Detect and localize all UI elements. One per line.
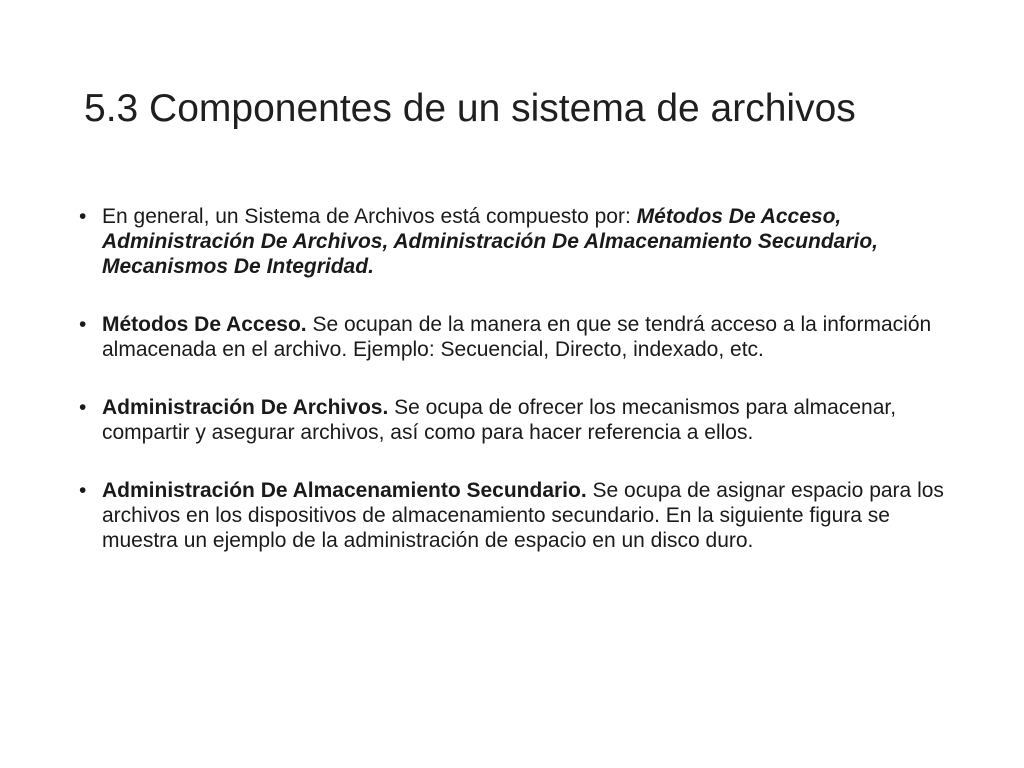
bullet-dot-icon: • <box>79 313 87 336</box>
bullet-dot-icon: • <box>79 479 87 502</box>
bullet-item-administracion-archivos <box>76 395 956 445</box>
bullet-emphasis: Métodos De Acceso, Administración De Archivos, Administración De Almacenamiento Secundario, Mecanismos De Integridad. <box>102 205 879 278</box>
bullet-text: Se ocupan de la manera en que se tendrá acceso a la información almacenada en el archivo. Ejemplo: Secuencial, Directo, indexado, etc. <box>102 313 932 361</box>
slide-title: 5.3 Componentes de un sistema de archivos <box>84 87 856 130</box>
bullet-dot-icon: • <box>79 205 87 228</box>
bullet-item-almacenamiento-secundario <box>76 478 956 553</box>
bullet-dot-icon: • <box>79 396 87 419</box>
bullet-item-general <box>76 204 956 279</box>
bullet-lead: Administración De Almacenamiento Secundario. <box>102 479 587 502</box>
bullet-lead: Métodos De Acceso. <box>102 313 307 336</box>
bullet-text: En general, un Sistema de Archivos está compuesto por: <box>102 205 637 228</box>
bullet-lead: Administración De Archivos. <box>102 396 389 419</box>
bullet-item-metodos-acceso <box>76 312 956 362</box>
bullet-text: Se ocupa de ofrecer los mecanismos para almacenar, compartir y asegurar archivos, así como para hacer referencia a ellos. <box>102 396 897 444</box>
bullet-text: Se ocupa de asignar espacio para los archivos en los dispositivos de almacenamiento secundario. En la siguiente figura se muestra un ejemplo de la administración de espacio en un disco duro. <box>102 479 944 552</box>
bullet-list <box>76 204 956 586</box>
